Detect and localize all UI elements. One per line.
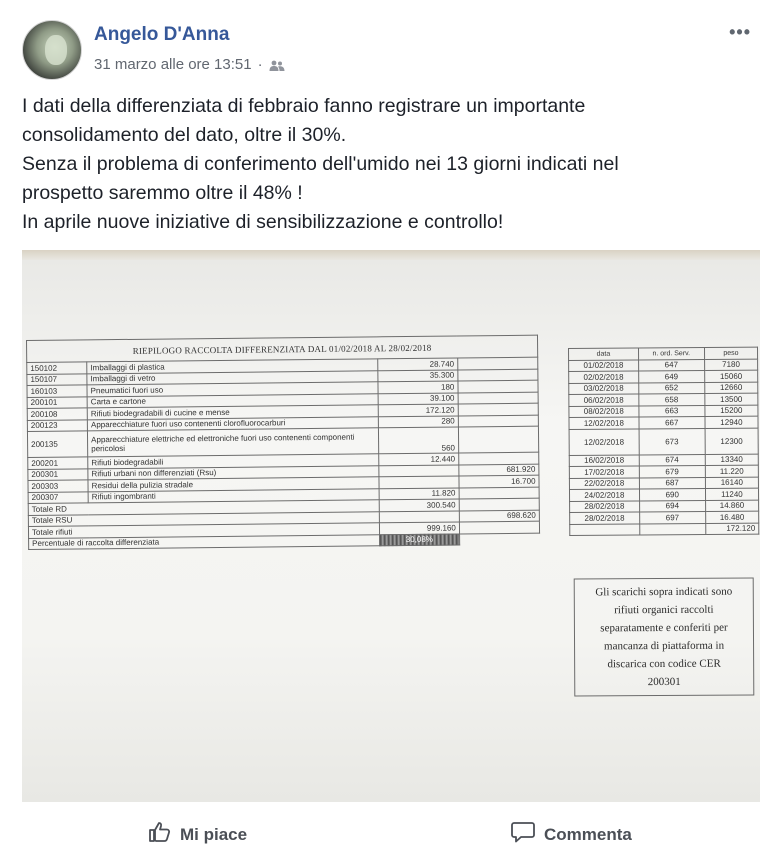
table-row: 200123 Apparecchiature fuori uso contenenti clorofluorocarburi 280 <box>27 415 538 432</box>
more-options-icon[interactable]: ••• <box>729 22 751 42</box>
table-row: 200301 Rifiuti urbani non differenziati (Rsu) 681.920 <box>28 464 539 481</box>
table-row: 08/02/2018 663 15200 <box>569 405 758 418</box>
table-row: 28/02/2018 694 14.860 <box>570 500 759 513</box>
table-row: 24/02/2018 690 11240 <box>569 488 758 501</box>
post-text-line: Senza il problema di conferimento dell'umido nei 13 giorni indicati nel <box>22 153 619 175</box>
table-row: 28/02/2018 697 16.480 <box>570 511 759 524</box>
post-actions <box>0 802 761 864</box>
table-row: 12/02/2018 667 12940 <box>569 416 758 429</box>
table-row: 06/02/2018 658 13500 <box>569 393 758 406</box>
percentage-value: 30,08% <box>379 533 459 545</box>
thumbs-up-icon <box>148 820 172 849</box>
table-row: 200135 Apparecchiature elettriche ed elettroniche fuori uso contenenti componenti pericolosi 560 <box>27 426 538 457</box>
totals-row: Totale rifiuti 999.160 <box>28 521 539 538</box>
table-row: 200201 Rifiuti biodegradabili 12.440 <box>28 452 539 469</box>
table-row: 200307 Rifiuti ingombranti 11.820 <box>28 487 539 504</box>
table-row: 160103 Pneumatici fuori uso 180 <box>27 380 538 397</box>
post-text-line: prospetto saremmo oltre il 48% ! <box>22 182 303 204</box>
table-row: 22/02/2018 687 16140 <box>569 477 758 490</box>
table-row: 200108 Rifiuti biodegradabili di cucine e mense 172.120 <box>27 403 538 420</box>
table-row: 12/02/2018 673 12300 <box>569 428 758 455</box>
post-meta <box>94 56 285 73</box>
table-row: 03/02/2018 652 12660 <box>569 382 758 395</box>
totals-row: 172.120 <box>570 523 759 536</box>
comment-icon <box>510 820 536 849</box>
table-row: 02/02/2018 649 15060 <box>569 370 758 383</box>
percentage-row: Percentuale di raccolta differenziata 30,08% <box>29 533 540 550</box>
comment-button[interactable] <box>510 820 632 849</box>
friends-icon[interactable] <box>269 59 285 71</box>
table-row: 16/02/2018 674 13340 <box>569 454 758 467</box>
post-timestamp[interactable]: 31 marzo alle ore 13:51 <box>94 56 252 73</box>
organic-loads-table <box>568 347 759 536</box>
waste-summary-table <box>26 335 540 550</box>
table-row: 01/02/2018 647 7180 <box>569 359 758 372</box>
like-button[interactable] <box>148 820 247 849</box>
table-title: RIEPILOGO RACCOLTA DIFFERENZIATA DAL 01/02/2018 AL 28/02/2018 <box>27 335 538 362</box>
table-row: 17/02/2018 679 11.220 <box>569 465 758 478</box>
photographed-document <box>22 260 760 802</box>
like-label: Mi piace <box>180 824 248 844</box>
comment-label: Commenta <box>544 824 632 844</box>
post-text-line: In aprile nuove iniziative di sensibilizzazione e controllo! <box>22 211 504 233</box>
table-row: 150107 Imballaggi di vetro 35.300 <box>27 369 538 386</box>
post-text-line: I dati della differenziata di febbraio fanno registrare un importante <box>22 95 586 117</box>
meta-separator: · <box>257 56 263 73</box>
post-text <box>22 92 742 237</box>
table-row: 200303 Residui della pulizia stradale 16.700 <box>28 475 539 492</box>
table-row: 200101 Carta e cartone 39.100 <box>27 392 538 409</box>
totals-row: Totale RD 300.540 <box>28 498 539 515</box>
totals-row: Totale RSU 698.620 <box>28 510 539 527</box>
post-photo[interactable] <box>22 250 760 802</box>
post-text-line: consolidamento del dato, oltre il 30%. <box>22 124 347 146</box>
table-row: 150102 Imballaggi di plastica 28.740 <box>27 357 538 374</box>
author-name[interactable]: Angelo D'Anna <box>94 24 230 45</box>
table-header-row: data n. ord. Serv. peso <box>569 347 758 360</box>
document-note: Gli scarichi sopra indicati sono rifiuti organici raccolti separatamente e conferiti per mancanza di piattaforma in discarica con codice CER 200301 <box>574 578 755 697</box>
author-avatar[interactable] <box>22 20 82 80</box>
